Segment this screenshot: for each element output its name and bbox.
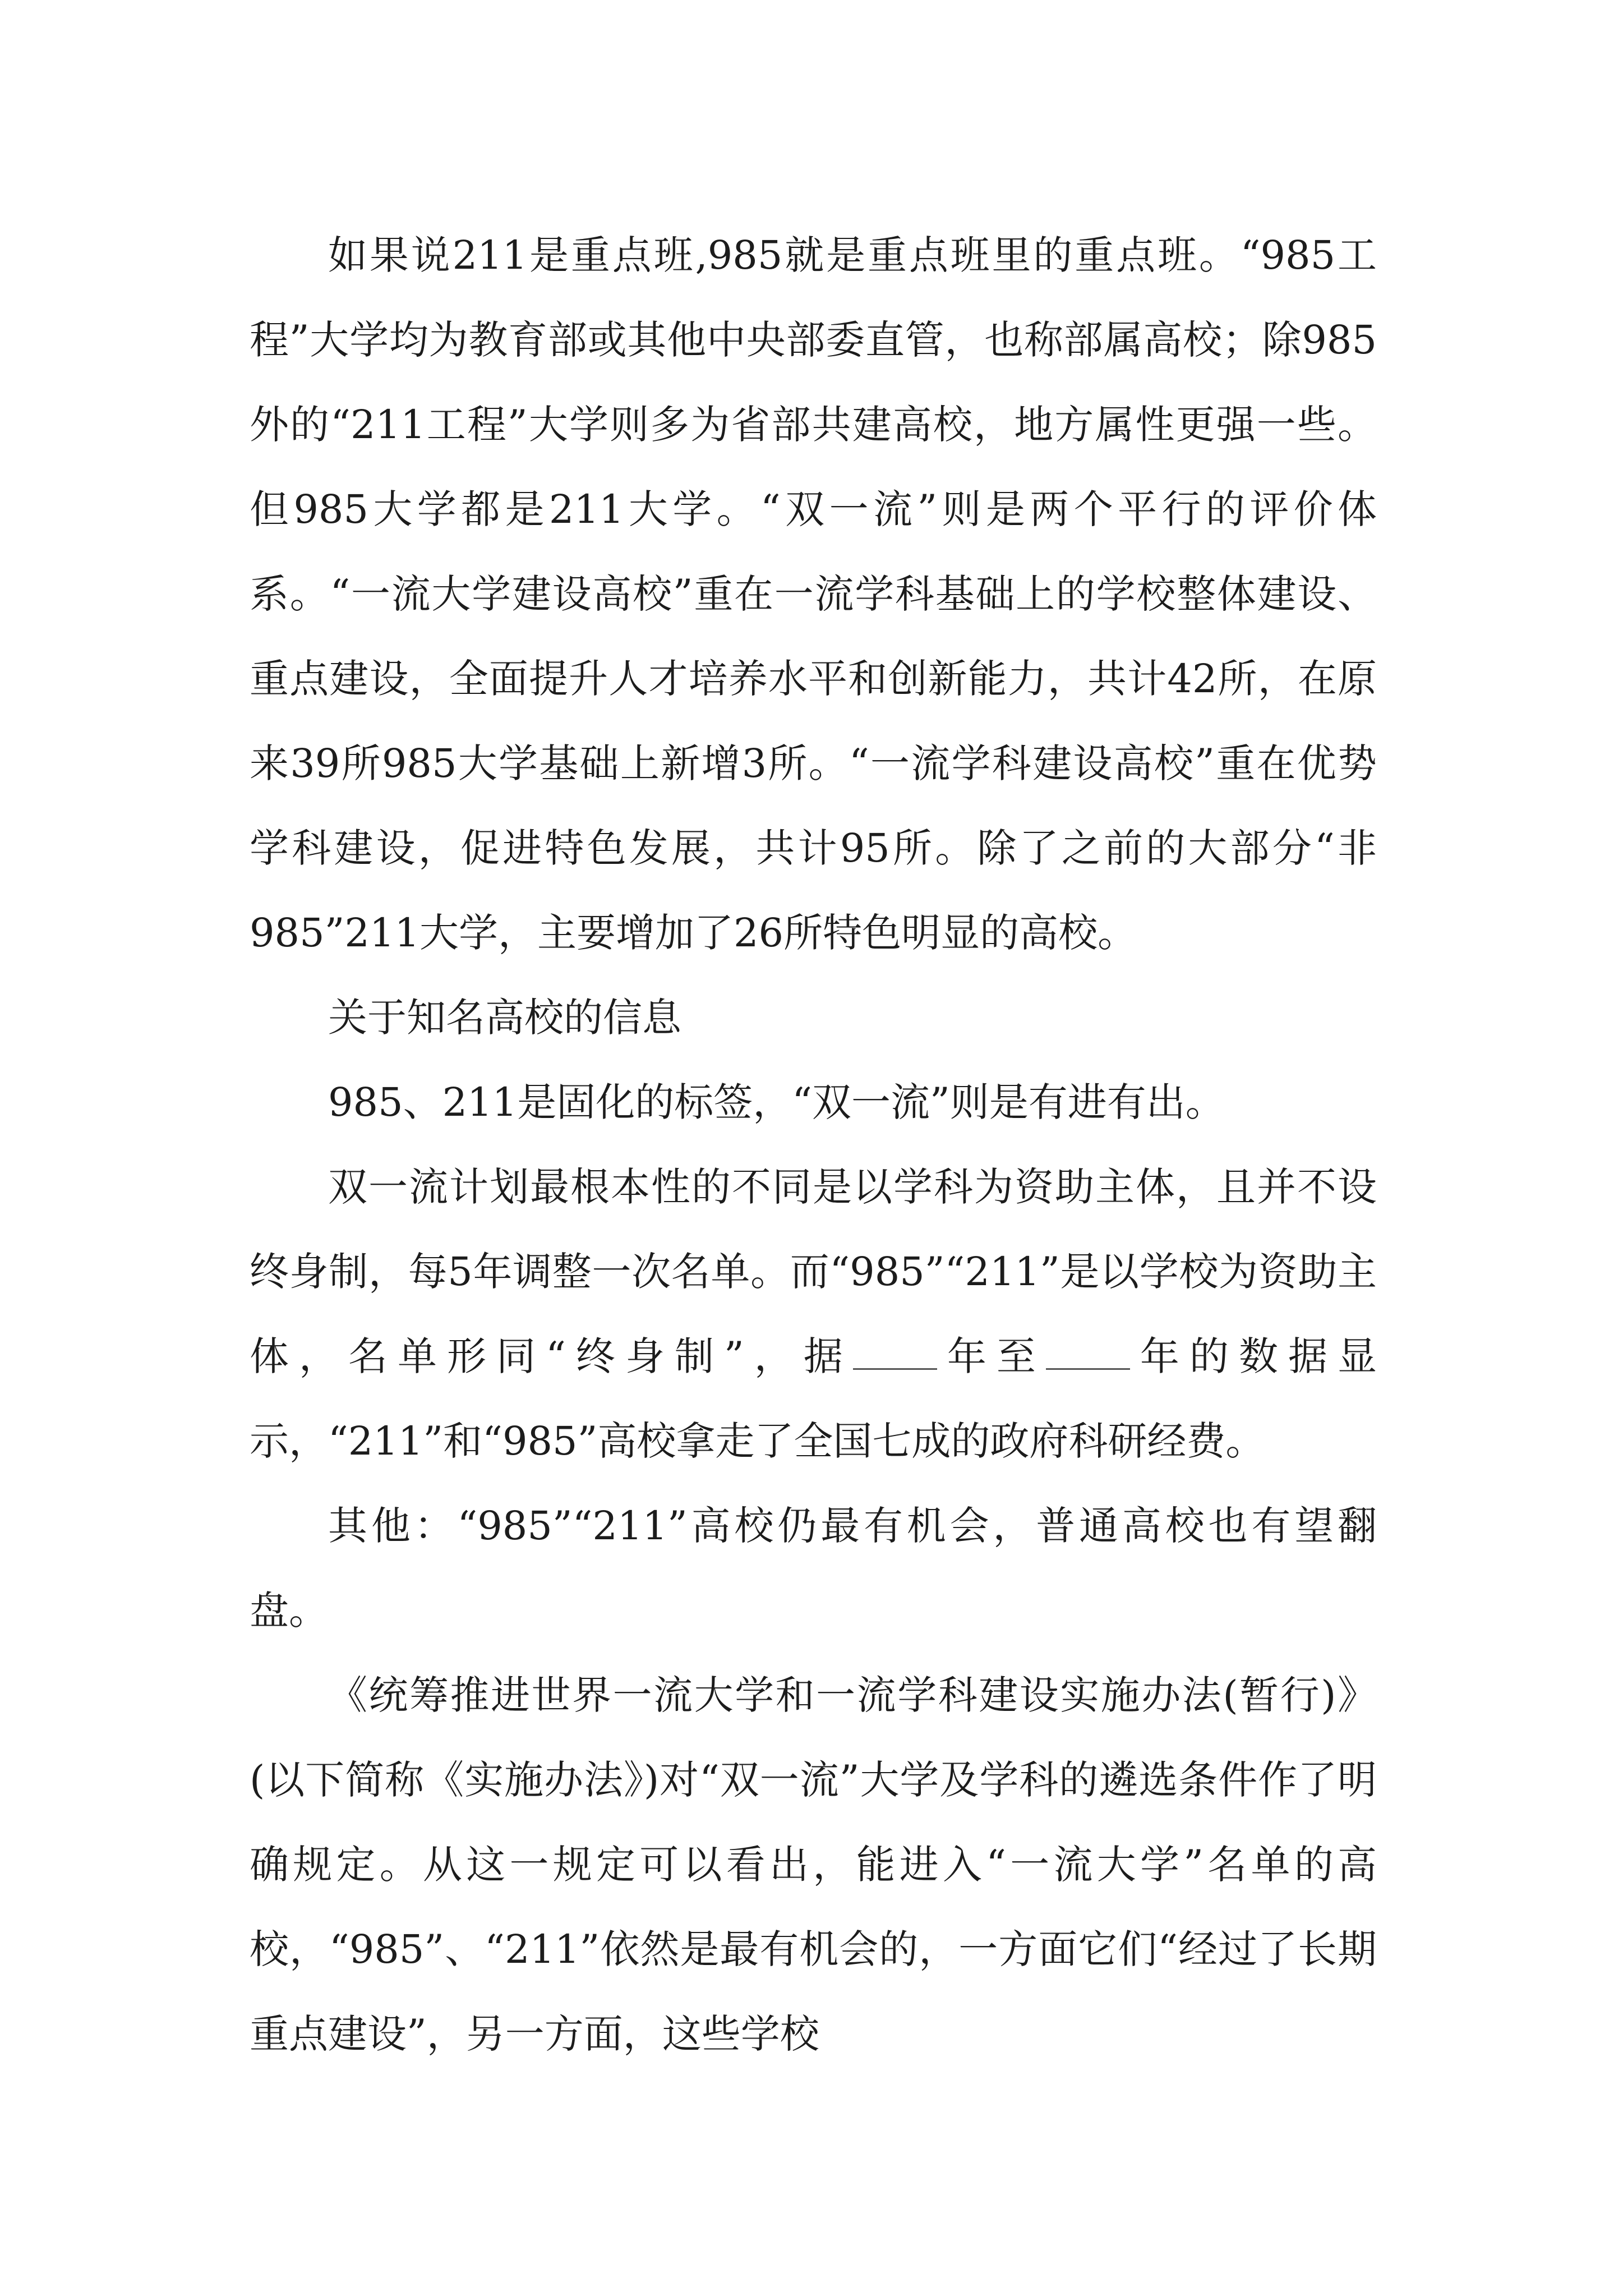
fill-in-blank — [853, 1337, 937, 1370]
fill-in-blank — [1046, 1337, 1130, 1370]
paragraph-double-first-class-plan — [250, 1145, 1377, 1484]
paragraph-implementation-measures: 《统筹推进世界一流大学和一流学科建设实施办法(暂行)》(以下简称《实施办法》)对“双一流”大学及学科的遴选条件作了明确规定。从这一规定可以看出，能进入“一流大学”名单的高校，“985”、“211”依然是最有机会的，一方面它们“经过了长期重点建设”，另一方面，这些学校 — [250, 1672, 1377, 2057]
document-body — [250, 213, 1377, 2077]
paragraph-fixed-labels: 985、211是固化的标签，“双一流”则是有进有出。 — [328, 1079, 1225, 1125]
paragraph-text-segment: 年至 — [937, 1333, 1046, 1379]
paragraph-985-211-comparison: 如果说211是重点班,985就是重点班里的重点班。“985工程”大学均为教育部或其他中央部委直管，也称部属高校；除985外的“211工程”大学则多为省部共建高校，地方属性更强一些。但985大学都是211大学。“双一流”则是两个平行的评价体系。“一流大学建设高校”重在一流学科基础上的学校整体建设、重点建设，全面提升人才培养水平和创新能力，共计42所，在原来39所985大学基础上新增3所。“一流学科建设高校”重在优势学科建设，促进特色发展，共计95所。除了之前的大部分“非985”211大学，主要增加了26所特色明显的高校。 — [250, 232, 1377, 956]
paragraph-other-opportunities: 其他：“985”“211”高校仍最有机会，普通高校也有望翻盘。 — [250, 1503, 1377, 1634]
paragraph-text-segment: 双一流计划最根本性的不同是以学科为资助主体，且并不设终身制，每5年调整一次名单。而“985”“211”是以学校为资助主体，名单形同“终身制”，据 — [250, 1164, 1377, 1379]
paragraph-heading-university-info: 关于知名高校的信息 — [328, 995, 681, 1041]
paragraph-text-segment: 年的数据显示，“211”和“985”高校拿走了全国七成的政府科研经费。 — [250, 1333, 1377, 1464]
